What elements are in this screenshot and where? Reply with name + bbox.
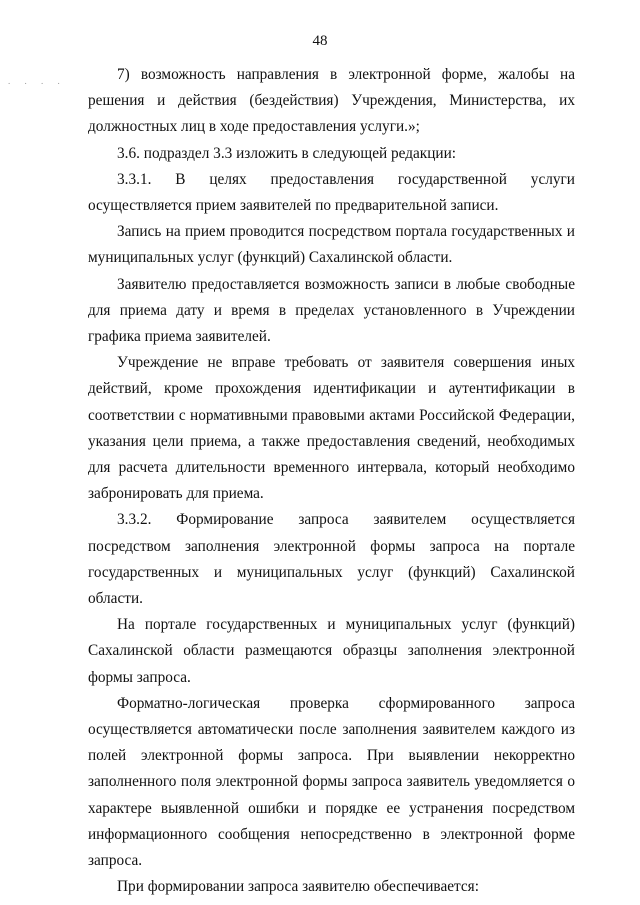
scan-specks: . . . . bbox=[8, 76, 66, 86]
paragraph-subsection-amendment: 3.6. подраздел 3.3 изложить в следующей редакции: bbox=[117, 144, 457, 162]
paragraph-3-3-2: 3.3.2. Формирование запроса заявителем осуществляется посредством заполнения электронной формы запроса на портале государственных и муниципальных услуг (функций) Сахалинской области. bbox=[88, 511, 575, 608]
paragraph-appointment-slots: Заявителю предоставляется возможность записи в любые свободные для приема дату и время в пределах установленного в Учреждении графика приема заявителей. bbox=[88, 275, 575, 346]
paragraph-format-check: Форматно-логическая проверка сформированного запроса осуществляется автоматически после заполнения заявителем каждого из полей электронной формы запроса. При выявлении некорректно заполненного поля электронной формы запроса заявитель уведомляется о характере выявленной ошибки и порядке ее устранения посредством информационного сообщения непосредственно в электронной форме запроса. bbox=[88, 694, 575, 870]
document-body bbox=[88, 62, 575, 901]
page-number: 48 bbox=[312, 33, 328, 49]
paragraph-institution-restrictions: Учреждение не вправе требовать от заявителя совершения иных действий, кроме прохождения идентификации и аутентификации в соответствии с нормативными правовыми актами Российской Федерации, указания цели приема, а также предоставления сведений, необходимых для расчета длительности временного интервала, который необходимо забронировать для приема. bbox=[88, 354, 575, 503]
paragraph-3-3-1: 3.3.1. В целях предоставления государственной услуги осуществляется прием заявителей по предварительной записи. bbox=[88, 170, 575, 215]
paragraph-request-provisions: При формировании запроса заявителю обеспечивается: bbox=[117, 878, 479, 896]
paragraph-appointment-portal: Запись на прием проводится посредством портала государственных и муниципальных услуг (функций) Сахалинской области. bbox=[88, 223, 575, 267]
paragraph-complaint-option: 7) возможность направления в электронной форме, жалобы на решения и действия (бездействия) Учреждения, Министерства, их должностных лиц в ходе предоставления услуги.»; bbox=[88, 66, 575, 136]
paragraph-form-samples: На портале государственных и муниципальных услуг (функций) Сахалинской области размещаются образцы заполнения электронной формы запроса. bbox=[88, 616, 575, 686]
